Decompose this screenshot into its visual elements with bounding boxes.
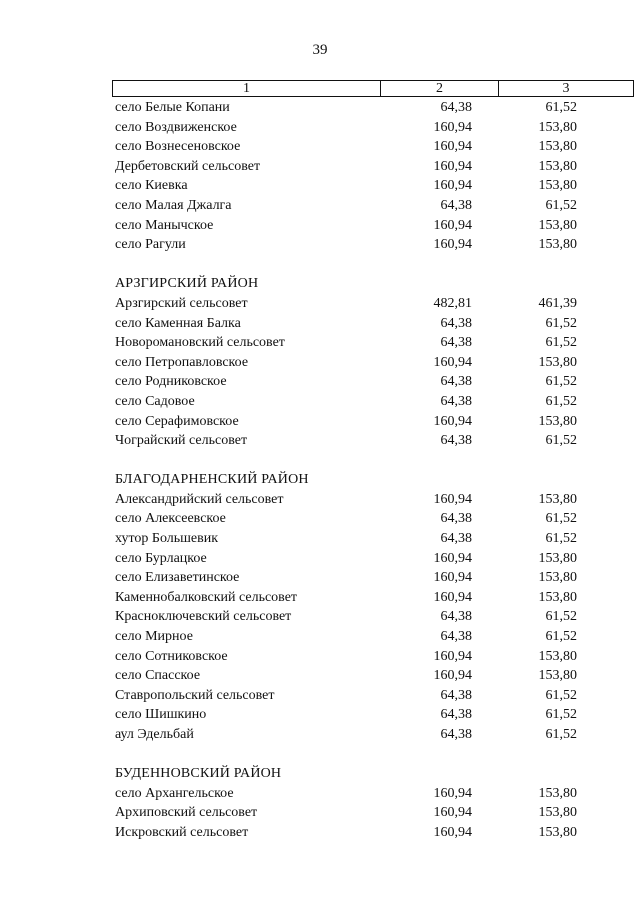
value-column-3: 153,80 [538,824,577,840]
settlement-name: село Родниковское [115,374,227,390]
value-column-2: 160,94 [433,785,472,801]
value-column-2: 160,94 [433,824,472,840]
value-column-2: 160,94 [433,139,472,155]
table-row [0,725,640,745]
district-heading: АРЗГИРСКИЙ РАЙОН [115,276,259,292]
settlement-name: Архиповский сельсовет [115,805,258,821]
table-row [0,98,640,118]
value-column-2: 64,38 [440,511,472,527]
settlement-name: село Спасское [115,668,201,684]
value-column-3: 61,52 [545,727,577,742]
value-column-3: 61,52 [545,609,577,625]
table-row [0,803,640,823]
value-column-3: 61,52 [545,393,577,409]
value-column-2: 160,94 [433,119,472,135]
column-header-2: 2 [381,81,499,96]
table-row [0,196,640,216]
value-column-2: 160,94 [433,648,472,664]
value-column-2: 64,38 [440,629,472,645]
district-heading: БУДЕННОВСКИЙ РАЙОН [115,766,282,782]
settlement-name: село Воздвиженское [115,119,237,135]
value-column-3: 153,80 [538,413,577,429]
settlement-name: село Сотниковское [115,648,228,664]
value-column-3: 153,80 [538,217,577,233]
table-row [0,568,640,588]
table-row [0,314,640,334]
value-column-2: 64,38 [440,609,472,625]
district-heading-row [0,764,640,784]
table-row [0,823,640,843]
value-column-3: 61,52 [545,374,577,390]
value-column-3: 153,80 [538,158,577,174]
value-column-3: 61,52 [545,335,577,351]
table-row [0,509,640,529]
value-column-3: 153,80 [538,550,577,566]
value-column-3: 153,80 [538,139,577,155]
value-column-2: 64,38 [440,315,472,331]
table-row [0,705,640,725]
table-row [0,118,640,138]
value-column-2: 160,94 [433,491,472,507]
value-column-2: 64,38 [440,727,472,742]
value-column-3: 153,80 [538,491,577,507]
settlement-name: село Шишкино [115,707,207,723]
table-row [0,666,640,686]
settlement-name: село Алексеевское [115,511,226,527]
value-column-3: 153,80 [538,119,577,135]
value-column-2: 482,81 [433,295,472,311]
column-header-1: 1 [113,81,381,96]
value-column-2: 64,38 [440,374,472,390]
settlement-name: Дербетовский сельсовет [115,158,261,174]
value-column-3: 61,52 [545,531,577,547]
settlement-name: Каменнобалковский сельсовет [115,589,298,605]
value-column-3: 61,52 [545,197,577,213]
blank-row [0,255,640,275]
table-row [0,333,640,353]
settlement-name: село Петропавловское [115,354,249,370]
settlement-name: село Бурлацкое [115,550,207,566]
value-column-3: 61,52 [545,511,577,527]
value-column-2: 160,94 [433,237,472,253]
table-header [112,80,634,97]
table-row [0,372,640,392]
value-column-3: 153,80 [538,589,577,605]
settlement-name: аул Эдельбай [115,727,194,742]
table-row [0,607,640,627]
district-heading-row [0,274,640,294]
settlement-name: село Серафимовское [115,413,239,429]
value-column-3: 61,52 [545,629,577,645]
value-column-2: 160,94 [433,158,472,174]
value-column-2: 160,94 [433,668,472,684]
settlement-name: Ставропольский сельсовет [115,687,275,703]
value-column-2: 160,94 [433,178,472,194]
settlement-name: хутор Большевик [115,531,219,547]
settlement-name: Искровский сельсовет [115,824,249,840]
settlement-name: село Каменная Балка [115,315,241,331]
value-column-3: 153,80 [538,237,577,253]
table-row [0,412,640,432]
settlement-name: Александрийский сельсовет [115,491,284,507]
value-column-2: 160,94 [433,570,472,586]
value-column-2: 160,94 [433,589,472,605]
table-row [0,235,640,255]
value-column-2: 64,38 [440,197,472,213]
value-column-3: 153,80 [538,178,577,194]
settlement-name: село Манычское [115,217,214,233]
value-column-2: 64,38 [440,687,472,703]
value-column-3: 61,52 [545,315,577,331]
table-row [0,176,640,196]
value-column-3: 153,80 [538,354,577,370]
value-column-3: 153,80 [538,668,577,684]
table-row [0,392,640,412]
value-column-3: 461,39 [538,295,577,311]
table-row [0,490,640,510]
value-column-2: 64,38 [440,100,472,115]
column-header-3: 3 [562,81,570,96]
table-row [0,431,640,451]
table-row [0,137,640,157]
page-number: 39 [312,42,328,58]
value-column-3: 153,80 [538,570,577,586]
settlement-name: Арзгирский сельсовет [115,295,248,311]
value-column-2: 64,38 [440,335,472,351]
value-column-2: 64,38 [440,393,472,409]
value-column-2: 160,94 [433,354,472,370]
value-column-2: 160,94 [433,217,472,233]
table-row [0,157,640,177]
settlement-name: село Малая Джалга [115,197,232,213]
value-column-3: 61,52 [545,707,577,723]
table-row [0,647,640,667]
value-column-3: 153,80 [538,805,577,821]
value-column-2: 160,94 [433,550,472,566]
table-row [0,686,640,706]
settlement-name: Новоромановский сельсовет [115,335,285,351]
blank-row [0,451,640,471]
table-row [0,216,640,236]
table-row [0,549,640,569]
settlement-name: село Архангельское [115,785,234,801]
table-row [0,294,640,314]
value-column-3: 153,80 [538,785,577,801]
value-column-2: 64,38 [440,433,472,449]
district-heading: БЛАГОДАРНЕНСКИЙ РАЙОН [115,472,309,488]
district-heading-row [0,470,640,490]
blank-row [0,745,640,765]
table-row [0,588,640,608]
settlement-name: село Елизаветинское [115,570,240,586]
value-column-3: 153,80 [538,648,577,664]
settlement-name: село Белые Копани [115,100,230,115]
table-row [0,529,640,549]
settlement-name: Красноключевский сельсовет [115,609,292,625]
value-column-2: 64,38 [440,707,472,723]
value-column-2: 160,94 [433,805,472,821]
value-column-3: 61,52 [545,687,577,703]
settlement-name: Чограйский сельсовет [115,433,248,449]
settlement-name: село Мирное [115,629,193,645]
value-column-3: 61,52 [545,100,577,115]
settlement-name: село Вознесеновское [115,139,241,155]
value-column-2: 64,38 [440,531,472,547]
table-row [0,784,640,804]
table-row [0,353,640,373]
settlement-name: село Садовое [115,393,195,409]
table-row [0,627,640,647]
table-body [0,98,640,843]
value-column-3: 61,52 [545,433,577,449]
value-column-2: 160,94 [433,413,472,429]
settlement-name: село Рагули [115,237,186,253]
settlement-name: село Киевка [115,178,188,194]
